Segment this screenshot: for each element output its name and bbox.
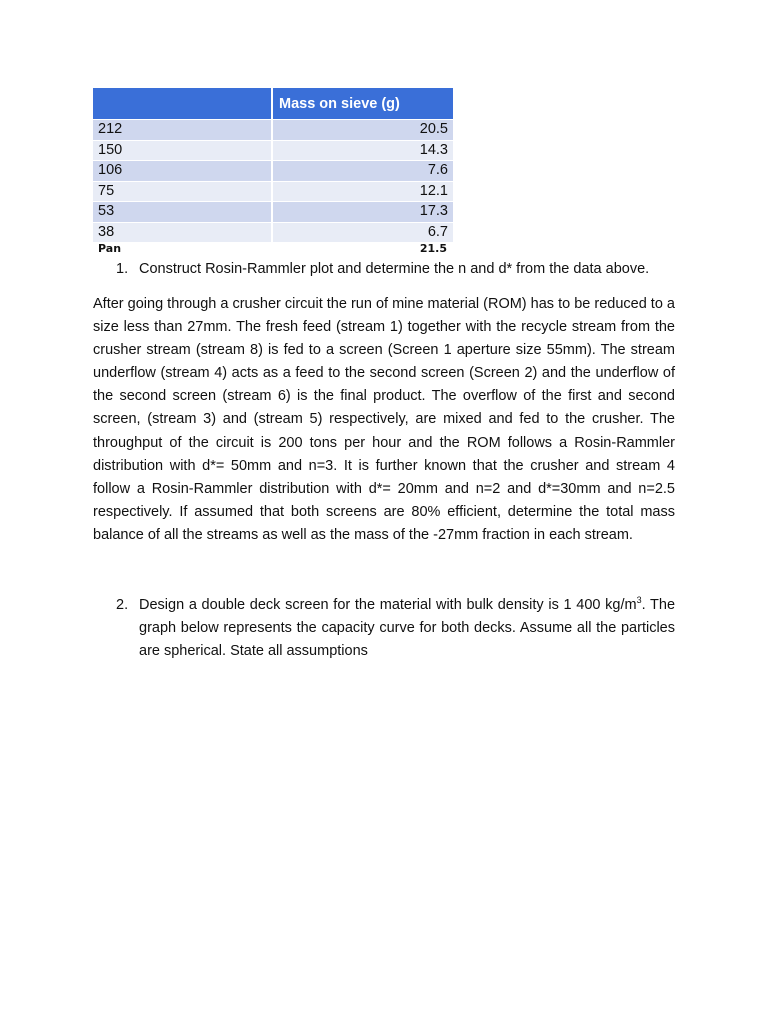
question-2-text — [139, 594, 675, 664]
question-1-text: Construct Rosin-Rammler plot and determine the n and d* from the data above. — [139, 261, 650, 277]
pan-label-cell: Pan — [93, 242, 272, 256]
sieve-size-cell: 53 — [93, 202, 272, 223]
table-row — [93, 140, 453, 161]
question-2-text-part-1: Design a double deck screen for the material with bulk density is 1 400 kg/m — [139, 597, 637, 613]
question-2-text-part-2: . The graph below represents the capacity curve for both decks. Assume all the particles are spherical. State all assumptions — [139, 597, 676, 660]
question-2-number: 2. — [116, 597, 129, 613]
size-column-header — [93, 88, 272, 120]
sieve-size-cell: 75 — [93, 181, 272, 202]
pan-mass-cell: 21.5 — [272, 242, 453, 256]
question-1-number: 1. — [116, 261, 129, 277]
crusher-circuit-paragraph: After going through a crusher circuit the run of mine material (ROM) has to be reduced to a size less than 27mm. The fresh feed (stream 1) together with the recycle stream from the crusher stream (stream 8) is fed to a screen (Screen 1 aperture size 55mm). The stream underflow (stream 4) acts as a feed to the second screen (Screen 2) and the underflow of the second screen (stream 6) is the final product. The overflow of the first and second screen, (stream 3) and (stream 5) respectively, are mixed and fed to the crusher. The throughput of the circuit is 200 tons per hour and the ROM follows a Rosin-Rammler distribution with d*= 50mm and n=3. It is further known that the crusher and stream 4 follow a Rosin-Rammler distribution with d*= 20mm and n=2 and d*=30mm and n=2.5 respectively. If assumed that both screens are 80% efficient, determine the total mass balance of all the streams as well as the mass of the -27mm fraction in each stream. — [93, 296, 675, 543]
mass-cell: 20.5 — [272, 120, 453, 141]
mass-cell: 14.3 — [272, 140, 453, 161]
pan-row — [93, 242, 453, 256]
mass-cell: 12.1 — [272, 181, 453, 202]
question-2 — [116, 594, 675, 664]
mass-cell: 17.3 — [272, 202, 453, 223]
mass-cell: 7.6 — [272, 161, 453, 182]
table-row — [93, 181, 453, 202]
sieve-size-cell: 150 — [93, 140, 272, 161]
mass-cell: 6.7 — [272, 222, 453, 242]
question-1 — [116, 261, 649, 278]
sieve-size-cell: 212 — [93, 120, 272, 141]
table-row — [93, 161, 453, 182]
mass-column-header: Mass on sieve (g) — [272, 88, 453, 120]
sieve-size-cell: 38 — [93, 222, 272, 242]
sieve-size-cell: 106 — [93, 161, 272, 182]
cubed-superscript: 3 — [636, 595, 642, 606]
table-row — [93, 202, 453, 223]
sieve-data-table — [93, 88, 453, 256]
table-header-row — [93, 88, 453, 120]
table-row — [93, 222, 453, 242]
table-row — [93, 120, 453, 141]
